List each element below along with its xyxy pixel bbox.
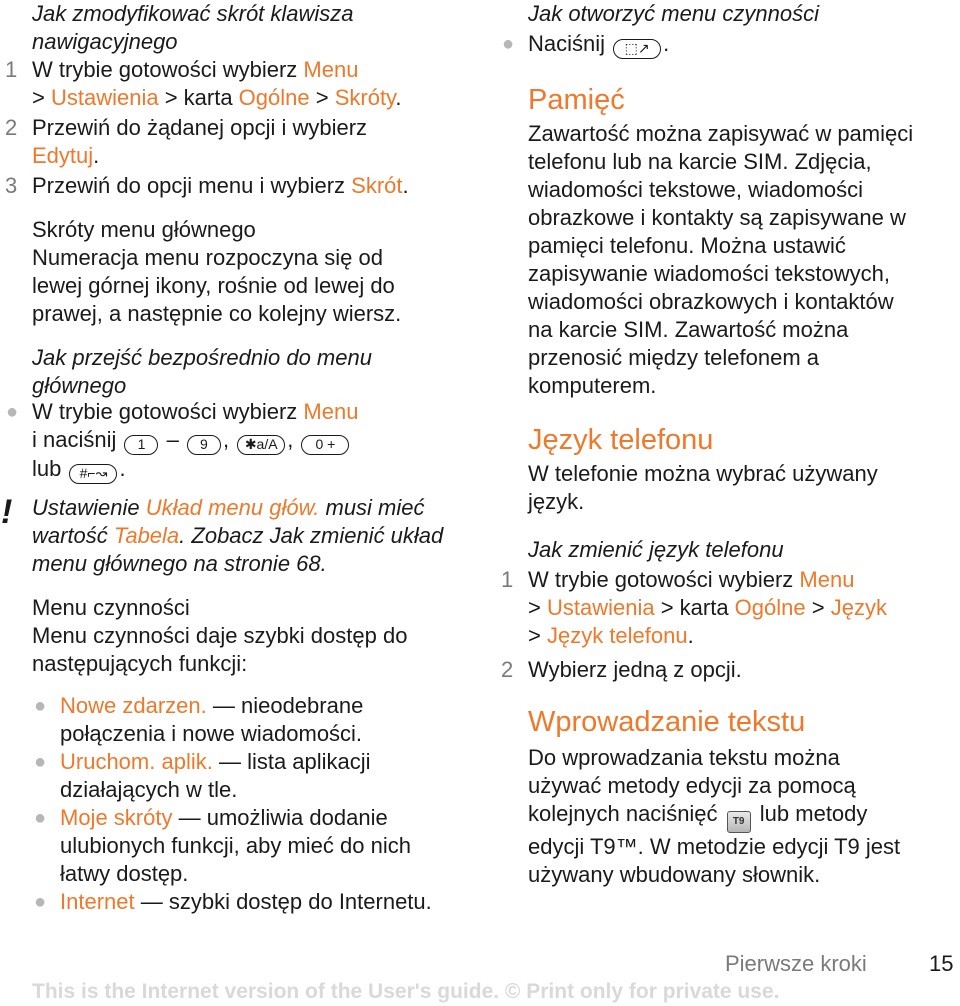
step-text: . <box>395 85 402 110</box>
step-text: > <box>309 85 335 110</box>
text-input-part: Do wprowadzania tekstu można używać metody edycji za pomocą kolejnych naciśnięć <box>528 745 856 826</box>
activity-item-internet <box>34 888 480 916</box>
step-number: 2 <box>5 115 18 140</box>
step-text: Wybierz jedną z opcji. <box>528 657 742 682</box>
lang-step-2 <box>501 656 948 684</box>
bullet-text: lub <box>32 456 68 481</box>
general-link: Ogólne <box>734 595 806 620</box>
key-hash-icon: #⌐↝ <box>69 464 117 484</box>
dash-text: – <box>160 427 185 452</box>
bullet-icon: ● <box>6 401 19 423</box>
bullet-icon: ● <box>34 807 47 829</box>
item-text: — umożliwia dodanie ulubionych funkcji, aby mieć do nich łatwy dostęp. <box>60 805 411 886</box>
step-text: > <box>528 623 547 648</box>
shortcut-link: Skrót <box>351 173 403 198</box>
item-link: Moje skróty <box>60 805 173 830</box>
step-text: Przewiń do opcji menu i wybierz <box>32 173 352 198</box>
page-number: 15 <box>929 951 954 976</box>
heading-change-language: Jak zmienić język telefonu <box>528 537 784 562</box>
settings-link: Ustawienia <box>50 85 159 110</box>
step-number: 3 <box>5 173 18 198</box>
phone-language-link: Język telefonu <box>546 623 688 648</box>
key-0-icon: 0 + <box>301 435 349 455</box>
step-text: > <box>805 595 831 620</box>
step-1 <box>5 56 472 112</box>
note-text: Ustawienie <box>32 495 146 520</box>
heading-memory: Pamięć <box>528 84 625 116</box>
bullet-text: Naciśnij <box>528 31 612 56</box>
footer <box>0 950 960 1006</box>
step-text: W trybie gotowości wybierz <box>32 57 304 82</box>
open-activity-bullet <box>502 30 948 59</box>
language-text: W telefonie można wybrać używany język. <box>528 461 878 514</box>
step-3 <box>5 172 472 200</box>
lang-step-1 <box>501 566 948 650</box>
menu-link: Menu <box>799 567 855 592</box>
heading-open-activity: Jak otworzyć menu czynności <box>528 1 819 26</box>
item-link: Internet <box>60 889 135 914</box>
step-text: . <box>402 173 409 198</box>
note-text: musi mieć wartość <box>32 495 425 548</box>
bullet-text: . <box>663 31 670 56</box>
step-text: > <box>32 85 51 110</box>
exclamation-icon: ! <box>1 493 13 531</box>
item-text: — nieodebrane połączenia i nowe wiadomości. <box>60 693 364 746</box>
watermark: This is the Internet version of the User's guide. © Print only for private use. <box>32 980 780 1003</box>
text-input-text <box>528 744 918 889</box>
step-text: > karta <box>654 595 735 620</box>
direct-menu-bullet <box>6 398 472 484</box>
activity-item-new-events <box>34 692 445 748</box>
memory-text: Zawartość można zapisywać w pamięci telefonu lub na karcie SIM. Zdjęcia, wiadomości tekstowe, wiadomości obrazkowe i kontakty są zapisywane w pamięci telefonu. Można ustawić zapisywanie wiadomości tekstowych, wiadomości obrazkowych i kontaktów na karcie SIM. Zawartość można przenosić między telefonem a komputerem. <box>528 121 914 398</box>
key-1-icon: 1 <box>124 435 158 455</box>
settings-link: Ustawienia <box>546 595 655 620</box>
bullet-icon: ● <box>34 695 47 717</box>
note-layout <box>1 493 462 578</box>
activity-menu-text: Menu czynności daje szybki dostęp do następujących funkcji: <box>32 623 408 676</box>
step-text: > <box>528 595 547 620</box>
key-9-icon: 9 <box>187 435 221 455</box>
section-name: Pierwsze kroki <box>725 951 867 976</box>
item-link: Nowe zdarzen. <box>60 693 207 718</box>
heading-text-input: Wprowadzanie tekstu <box>528 706 806 738</box>
step-2 <box>5 114 432 170</box>
general-link: Ogólne <box>238 85 310 110</box>
note-text: . Zobacz Jak zmienić układ menu głównego na stronie 68. <box>32 523 444 576</box>
bullet-text: W trybie gotowości wybierz <box>32 399 304 424</box>
key-star-icon: ✱a/A <box>237 435 285 455</box>
comma-text: , <box>222 427 236 452</box>
table-link: Tabela <box>113 523 180 548</box>
t9-icon: T9 <box>727 811 751 833</box>
item-text: — szybki dostęp do Internetu. <box>134 889 432 914</box>
text-input-part: lub metody edycji T9™. W metodzie edycji T9 jest używany wbudowany słownik. <box>528 801 901 887</box>
activity-menu-title: Menu czynności <box>32 595 190 620</box>
step-text: Przewiń do żądanej opcji i wybierz <box>32 115 368 140</box>
item-link: Uruchom. aplik. <box>60 749 213 774</box>
bullet-icon: ● <box>502 33 515 55</box>
language-link: Język <box>830 595 887 620</box>
bullet-icon: ● <box>34 751 47 773</box>
step-number: 1 <box>501 567 514 592</box>
bullet-text: . <box>119 456 126 481</box>
activity-item-running-apps <box>34 748 445 804</box>
shortcuts-link: Skróty <box>334 85 396 110</box>
activity-key-icon: ⬚↗ <box>613 39 661 59</box>
menu-link: Menu <box>303 57 359 82</box>
main-shortcuts-text: Numeracja menu rozpoczyna się od lewej górnej ikony, rośnie od lewej do prawej, a następnie co kolejny wiersz. <box>32 245 402 326</box>
step-number: 1 <box>5 57 18 82</box>
step-text: > karta <box>158 85 239 110</box>
step-text: . <box>687 623 694 648</box>
step-text: W trybie gotowości wybierz <box>528 567 800 592</box>
activity-item-my-shortcuts <box>34 804 460 888</box>
step-number: 2 <box>501 657 514 682</box>
edit-link: Edytuj <box>32 143 94 168</box>
step-text: . <box>93 143 100 168</box>
bullet-icon: ● <box>34 891 47 913</box>
menu-link: Menu <box>303 399 359 424</box>
heading-direct-menu: Jak przejść bezpośrednio do menu głównego <box>32 345 372 398</box>
heading-language: Język telefonu <box>528 424 714 456</box>
item-text: — lista aplikacji działających w tle. <box>60 749 371 802</box>
bullet-text: i naciśnij <box>32 427 123 452</box>
heading-modify-shortcut: Jak zmodyfikować skrót klawisza nawigacyjnego <box>32 1 354 54</box>
comma-text: , <box>287 427 300 452</box>
layout-link: Układ menu głów. <box>145 495 320 520</box>
main-shortcuts-title: Skróty menu głównego <box>32 217 256 242</box>
